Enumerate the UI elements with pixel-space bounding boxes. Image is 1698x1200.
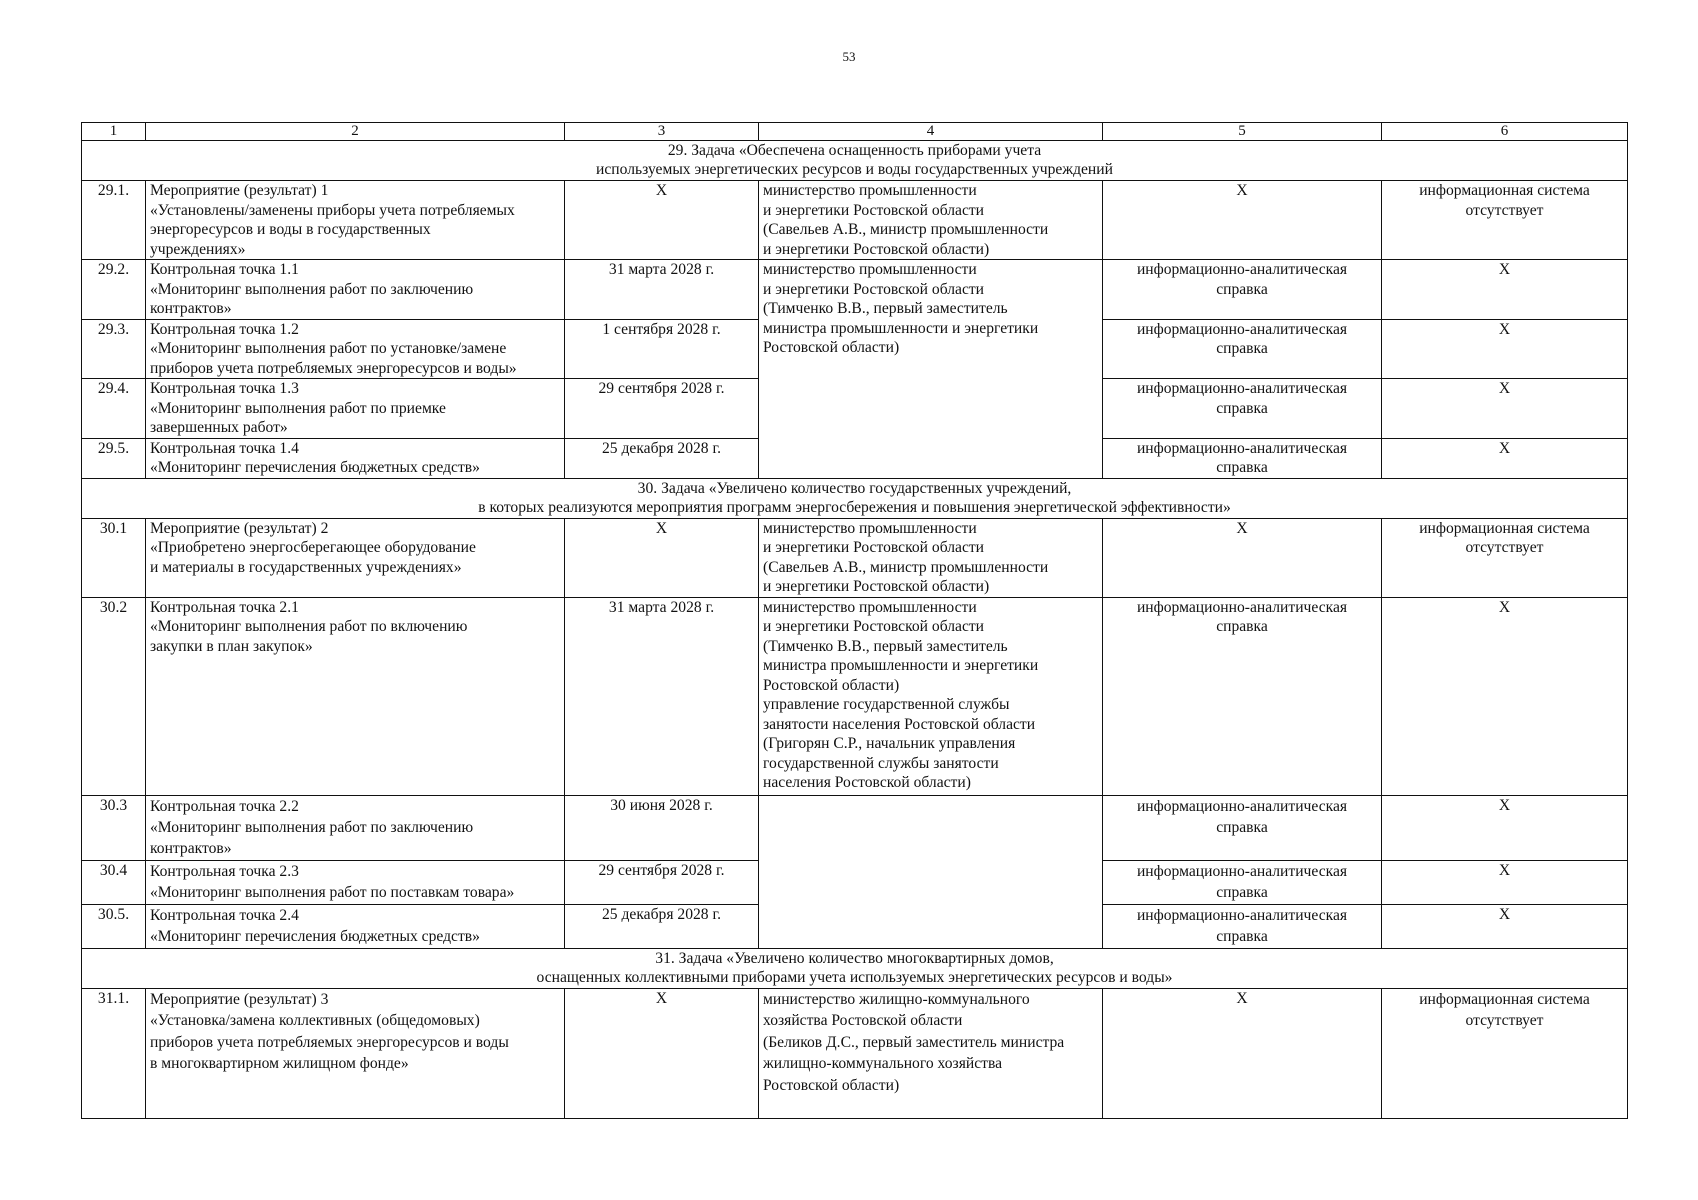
- information-system: [1382, 319, 1628, 379]
- item-name-line: «Мониторинг выполнения работ по заключению: [150, 818, 474, 836]
- document-line: справка: [1216, 883, 1268, 901]
- table-row: [82, 988, 1628, 1118]
- due-date: 1 сентября 2028 г.: [565, 319, 759, 379]
- responsible-line: (Тимченко В.В., первый заместитель: [763, 300, 1008, 317]
- item-name-line: «Мониторинг перечисления бюджетных средств»: [150, 927, 480, 945]
- document-line: справка: [1216, 618, 1268, 635]
- task-heading-line: 31. Задача «Увеличено количество многоквартирных домов,: [655, 949, 1054, 967]
- responsible: [759, 518, 1103, 597]
- responsible-line: хозяйства Ростовской области: [763, 1012, 963, 1029]
- responsible-line: и энергетики Ростовской области): [763, 240, 990, 258]
- document-line: информационно-аналитическая: [1136, 439, 1348, 457]
- information-line: Х: [1498, 796, 1511, 814]
- information-line: Х: [1498, 598, 1511, 616]
- responsible: [759, 988, 1103, 1118]
- document-line: Х: [1236, 182, 1248, 199]
- row-number: 30.4: [82, 860, 146, 904]
- item-name: [146, 319, 565, 379]
- column-number: 1: [82, 123, 146, 141]
- table-row: [82, 181, 1628, 260]
- information-system: [1382, 379, 1628, 439]
- due-date: 29 сентября 2028 г.: [565, 379, 759, 439]
- due-date: Х: [565, 988, 759, 1118]
- item-name-line: приборов учета потребляемых энергоресурсов и воды»: [150, 359, 517, 377]
- task-heading-line: используемых энергетических ресурсов и воды государственных учреждений: [596, 161, 1113, 178]
- item-name-line: Контрольная точка 1.4: [150, 439, 299, 457]
- information-system: [1382, 260, 1628, 320]
- page-number: 53: [842, 49, 856, 64]
- plan-table: [81, 122, 1628, 1119]
- information-line: Х: [1498, 261, 1511, 278]
- due-date: 29 сентября 2028 г.: [565, 860, 759, 904]
- confirming-document: [1103, 988, 1382, 1118]
- document-line: справка: [1216, 280, 1268, 298]
- row-number: 29.4.: [82, 379, 146, 439]
- document-line: справка: [1216, 818, 1268, 836]
- task-heading-row: [82, 478, 1628, 518]
- item-name-line: «Мониторинг выполнения работ по приемке: [150, 399, 446, 417]
- confirming-document: [1103, 597, 1382, 795]
- responsible-line: Ростовской области): [763, 1076, 900, 1094]
- information-line: Х: [1498, 861, 1511, 879]
- responsible: [759, 181, 1103, 260]
- column-number: 2: [146, 123, 565, 141]
- task-heading-line: оснащенных коллективными приборами учета используемых энергетических ресурсов и воды»: [536, 968, 1173, 986]
- row-number: 29.3.: [82, 319, 146, 379]
- due-date: 30 июня 2028 г.: [565, 795, 759, 860]
- item-name: [146, 597, 565, 795]
- item-name-line: контрактов»: [150, 300, 232, 317]
- information-line: отсутствует: [1465, 539, 1544, 556]
- item-name: [146, 795, 565, 860]
- due-date: 31 марта 2028 г.: [565, 260, 759, 320]
- information-line: Х: [1498, 439, 1511, 457]
- item-name-line: «Установка/замена коллективных (общедомовых): [150, 1012, 480, 1029]
- responsible-line: занятости населения Ростовской области: [763, 715, 1036, 733]
- task-heading: [82, 141, 1628, 181]
- information-system: [1382, 795, 1628, 860]
- item-name-line: Контрольная точка 2.2: [150, 797, 299, 815]
- row-number: 31.1.: [82, 988, 146, 1118]
- item-name-line: Мероприятие (результат) 2: [150, 519, 329, 537]
- responsible-line: министра промышленности и энергетики: [763, 319, 1039, 337]
- confirming-document: [1103, 518, 1382, 597]
- responsible-line: и энергетики Ростовской области): [763, 578, 990, 595]
- row-number: 30.5.: [82, 904, 146, 948]
- task-heading: [82, 948, 1628, 988]
- column-number: 3: [565, 123, 759, 141]
- responsible-line: (Григорян С.Р., начальник управления: [763, 735, 1016, 752]
- due-date: 25 декабря 2028 г.: [565, 904, 759, 948]
- item-name-line: Контрольная точка 2.3: [150, 862, 299, 880]
- confirming-document: [1103, 438, 1382, 478]
- task-heading-line: 30. Задача «Увеличено количество государственных учреждений,: [637, 479, 1072, 497]
- item-name-line: и материалы в государственных учреждениях»: [150, 558, 462, 576]
- responsible-line: и энергетики Ростовской области: [763, 280, 985, 298]
- information-system: [1382, 181, 1628, 260]
- item-name: [146, 379, 565, 439]
- information-system: [1382, 904, 1628, 948]
- responsible-line: населения Ростовской области): [763, 774, 971, 791]
- document-line: информационно-аналитическая: [1136, 380, 1348, 397]
- confirming-document: [1103, 260, 1382, 320]
- document-line: информационно-аналитическая: [1136, 598, 1348, 616]
- row-number: 29.2.: [82, 260, 146, 320]
- item-name-line: «Приобретено энергосберегающее оборудование: [150, 539, 476, 556]
- information-line: информационная система: [1419, 519, 1590, 537]
- item-name-line: завершенных работ»: [150, 419, 288, 436]
- document-line: справка: [1216, 399, 1268, 417]
- task-heading-row: [82, 948, 1628, 988]
- item-name-line: в многоквартирном жилищном фонде»: [150, 1055, 409, 1072]
- information-system: [1382, 860, 1628, 904]
- responsible-line: министерство промышленности: [763, 598, 977, 616]
- document-line: информационно-аналитическая: [1136, 261, 1348, 278]
- column-number-row: [82, 123, 1628, 141]
- item-name: [146, 904, 565, 948]
- responsible-line: и энергетики Ростовской области: [763, 618, 985, 635]
- information-line: Х: [1498, 380, 1511, 397]
- responsible-line: (Савельев А.В., министр промышленности: [763, 221, 1049, 238]
- confirming-document: [1103, 181, 1382, 260]
- due-date: 25 декабря 2028 г.: [565, 438, 759, 478]
- column-number: 5: [1103, 123, 1382, 141]
- information-line: Х: [1498, 905, 1511, 923]
- item-name: [146, 438, 565, 478]
- responsible-line: Ростовской области): [763, 339, 900, 356]
- information-system: [1382, 518, 1628, 597]
- item-name-line: «Мониторинг выполнения работ по установке/замене: [150, 340, 507, 357]
- information-system: [1382, 438, 1628, 478]
- item-name-line: закупки в план закупок»: [150, 637, 313, 655]
- information-line: Х: [1498, 320, 1511, 338]
- column-number: 6: [1382, 123, 1628, 141]
- item-name: [146, 260, 565, 320]
- document-line: справка: [1216, 927, 1268, 945]
- responsible-line: управление государственной службы: [763, 696, 1010, 713]
- confirming-document: [1103, 319, 1382, 379]
- document-line: справка: [1216, 340, 1268, 357]
- information-line: отсутствует: [1465, 1012, 1544, 1029]
- responsible-line: (Савельев А.В., министр промышленности: [763, 558, 1049, 576]
- document-line: информационно-аналитическая: [1136, 320, 1348, 338]
- item-name-line: Контрольная точка 1.1: [150, 261, 299, 278]
- table-row: [82, 260, 1628, 320]
- column-number: 4: [759, 123, 1103, 141]
- item-name-line: «Мониторинг выполнения работ по заключению: [150, 280, 474, 298]
- due-date: Х: [565, 518, 759, 597]
- responsible-line: жилищно-коммунального хозяйства: [763, 1055, 1003, 1072]
- responsible-line: министерство промышленности: [763, 182, 977, 199]
- information-system: [1382, 988, 1628, 1118]
- document-line: информационно-аналитическая: [1136, 906, 1348, 924]
- table-row: [82, 795, 1628, 860]
- document-line: информационно-аналитическая: [1136, 797, 1348, 815]
- responsible-line: министерство жилищно-коммунального: [763, 990, 1030, 1008]
- item-name-line: «Мониторинг перечисления бюджетных средств»: [150, 459, 480, 476]
- item-name-line: «Мониторинг выполнения работ по включению: [150, 618, 468, 635]
- task-heading: [82, 478, 1628, 518]
- row-number: 30.3: [82, 795, 146, 860]
- item-name-line: учреждениях»: [150, 240, 246, 258]
- item-name-line: «Установлены/заменены приборы учета потребляемых: [150, 201, 515, 219]
- due-date: 31 марта 2028 г.: [565, 597, 759, 795]
- task-heading-line: в которых реализуются мероприятия программ энергосбережения и повышения энергетической эффективности»: [478, 498, 1231, 516]
- information-line: информационная система: [1419, 182, 1590, 199]
- due-date: Х: [565, 181, 759, 260]
- task-heading-line: 29. Задача «Обеспечена оснащенность приборами учета: [667, 142, 1042, 159]
- document-line: справка: [1216, 459, 1268, 476]
- information-line: информационная система: [1419, 990, 1590, 1008]
- item-name-line: энергоресурсов и воды в государственных: [150, 221, 431, 238]
- item-name-line: Мероприятие (результат) 1: [150, 182, 329, 199]
- row-number: 30.2: [82, 597, 146, 795]
- responsible-line: (Тимченко В.В., первый заместитель: [763, 637, 1008, 655]
- responsible-line: и энергетики Ростовской области: [763, 539, 985, 556]
- item-name-line: Контрольная точка 1.2: [150, 320, 299, 338]
- table-row: [82, 518, 1628, 597]
- information-system: [1382, 597, 1628, 795]
- responsible-line: Ростовской области): [763, 676, 900, 694]
- item-name: [146, 518, 565, 597]
- item-name-line: контрактов»: [150, 839, 232, 857]
- confirming-document: [1103, 795, 1382, 860]
- responsible-empty: [759, 795, 1103, 948]
- table-row: [82, 597, 1628, 795]
- document-line: Х: [1236, 989, 1248, 1007]
- item-name: [146, 988, 565, 1118]
- item-name: [146, 181, 565, 260]
- row-number: 29.5.: [82, 438, 146, 478]
- responsible-line: (Беликов Д.С., первый заместитель министра: [763, 1033, 1065, 1051]
- item-name-line: Контрольная точка 2.1: [150, 598, 299, 616]
- confirming-document: [1103, 379, 1382, 439]
- row-number: 29.1.: [82, 181, 146, 260]
- row-number: 30.1: [82, 518, 146, 597]
- responsible-line: государственной службы занятости: [763, 754, 999, 772]
- responsible-line: министерство промышленности: [763, 519, 977, 537]
- item-name-line: приборов учета потребляемых энергоресурсов и воды: [150, 1033, 509, 1051]
- responsible: [759, 597, 1103, 795]
- document-line: информационно-аналитическая: [1136, 862, 1348, 880]
- confirming-document: [1103, 904, 1382, 948]
- document-line: Х: [1236, 519, 1248, 537]
- responsible-line: министерство промышленности: [763, 261, 977, 278]
- item-name-line: «Мониторинг выполнения работ по поставкам товара»: [150, 883, 515, 901]
- responsible-line: министра промышленности и энергетики: [763, 657, 1039, 674]
- information-line: отсутствует: [1465, 201, 1544, 219]
- item-name-line: Контрольная точка 2.4: [150, 906, 299, 924]
- task-heading-row: [82, 141, 1628, 181]
- item-name: [146, 860, 565, 904]
- responsible-line: и энергетики Ростовской области: [763, 201, 985, 219]
- responsible: [759, 260, 1103, 479]
- item-name-line: Мероприятие (результат) 3: [150, 990, 329, 1008]
- confirming-document: [1103, 860, 1382, 904]
- item-name-line: Контрольная точка 1.3: [150, 380, 299, 397]
